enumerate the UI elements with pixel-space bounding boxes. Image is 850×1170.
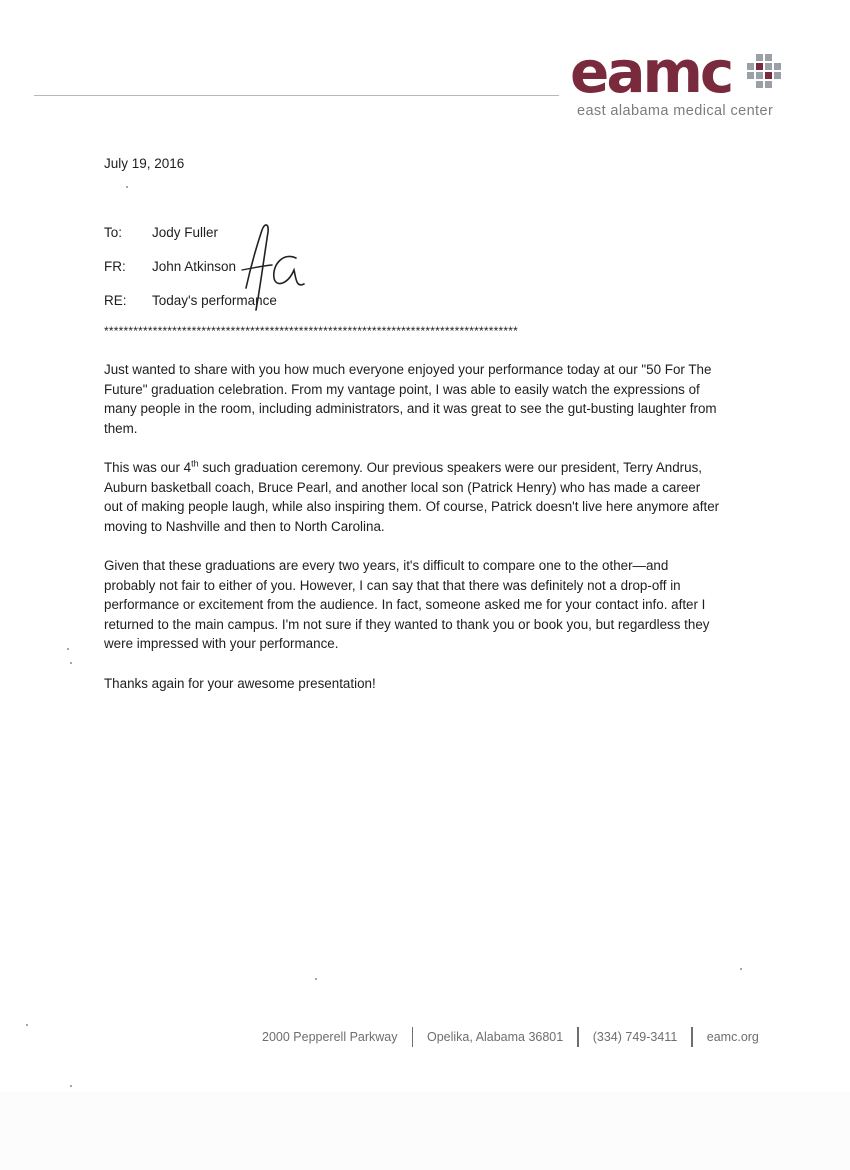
memo-to-row: [104, 225, 218, 240]
memo-to-value: Jody Fuller: [152, 225, 219, 240]
handwritten-signature: [234, 218, 314, 318]
separator-line: *************************************************************************************: [104, 324, 518, 338]
letter-date: July 19, 2016: [104, 156, 185, 171]
paragraph-3: Given that these graduations are every two years, it's difficult to compare one to the other—and probably not fair to either of you. However, I can say that that there was definitely not a drop-off in performance or excitement from the audience. In fact, someone asked me for your contact info. after I returned to the main campus. I'm not sure if they wanted to thank you or book you, but regardless they were impressed with your performance.: [104, 558, 710, 651]
scan-speck: [70, 1085, 72, 1087]
footer-divider: [577, 1027, 579, 1047]
memo-from-row: [104, 259, 236, 274]
memo-re-value: Today's performance: [152, 293, 277, 308]
letter-footer: [262, 1027, 759, 1047]
scan-speck: [740, 968, 742, 970]
scan-speck: [70, 662, 72, 664]
memo-re-label: RE:: [104, 293, 127, 308]
scan-speck: [26, 1024, 28, 1026]
memo-from-label: FR:: [104, 259, 126, 274]
memo-to-label: To:: [104, 225, 123, 240]
paragraph-2: This was our 4th such graduation ceremony. Our previous speakers were our president, Terry Andrus, Auburn basketball coach, Bruce Pearl, and another local son (Patrick Henry) who has made a career out of making people laugh, while also inspiring them. Of course, Patrick doesn't live here anymore after moving to Nashville and then to North Carolina.: [104, 458, 720, 534]
header-rule: [34, 95, 559, 96]
eamc-logo: [568, 38, 798, 122]
footer-city: Opelika, Alabama 36801: [427, 1030, 564, 1044]
scan-bottom-band: [0, 1092, 850, 1170]
scan-speck: [126, 186, 128, 188]
footer-phone: (334) 749-3411: [592, 1030, 678, 1044]
footer-website: eamc.org: [706, 1030, 759, 1044]
paragraph-1: Just wanted to share with you how much everyone enjoyed your performance today at our "50 For The Future" graduation celebration. From my vantage point, I was able to easily watch the expressions of many people in the room, including administrators, and it was great to see the gut-busting laughter from them.: [104, 362, 717, 436]
memo-from-value: John Atkinson: [152, 259, 237, 274]
scan-speck: [315, 978, 317, 980]
scan-speck: [67, 648, 69, 650]
closing-line: Thanks again for your awesome presentation!: [104, 676, 376, 691]
logo-subtitle: east alabama medical center: [577, 103, 774, 119]
logo-wordmark: eamc: [570, 38, 732, 106]
footer-address: 2000 Pepperell Parkway: [262, 1030, 398, 1044]
footer-divider: [412, 1027, 414, 1047]
medical-cross-icon: [738, 54, 790, 90]
footer-divider: [691, 1027, 693, 1047]
